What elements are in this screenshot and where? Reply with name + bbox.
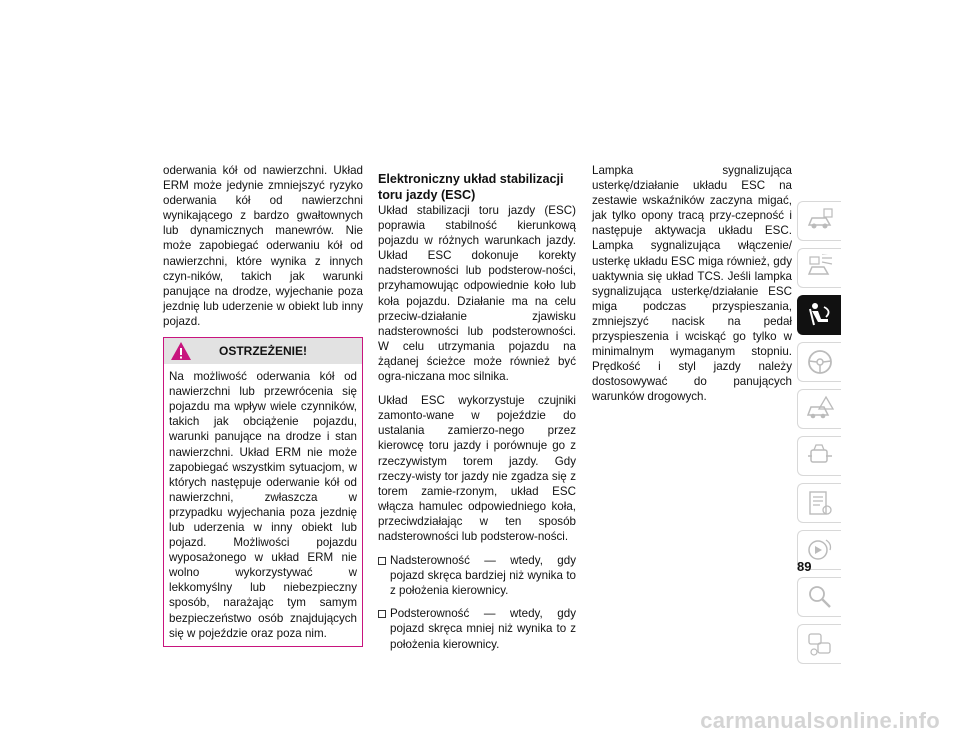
search-index-icon: [806, 583, 834, 611]
tab-chapter-5[interactable]: [797, 389, 841, 429]
section-heading-esc: Elektroniczny układ stabilizacji toru jazdy (ESC): [378, 172, 564, 202]
steering-wheel-icon: [806, 348, 834, 376]
column-middle: [378, 171, 576, 660]
languages-icon: [806, 630, 834, 658]
square-bullet-icon: [378, 610, 386, 618]
watermark: carmanualsonline.info: [700, 708, 940, 733]
bullet-list: [378, 553, 576, 652]
warning-title: OSTRZEŻENIE!: [218, 344, 307, 359]
page-number: 89: [797, 559, 812, 574]
seat-airbag-icon: [806, 301, 834, 329]
tab-chapter-2[interactable]: [797, 248, 841, 288]
warning-body: Na możliwość oderwania kół od nawierzchni lub przewrócenia się pojazdu ma wpływ wiele czynników, takich jak obciążenie pojazdu, warunki panujące na drodze i stan nawierzchni. Układ ERM nie może zapobiegać wszystkim sytuacjom, w których następuje oderwanie kół od nawierzchni, zwłaszcza w przypadku wyjechania poza jezdnię lub uderzenia w inny obiekt lub pojazd. Możliwości pojazdu wyposażonego w układ ERM nie wolno wykorzystywać w lekkomyślny lub niebezpieczny sposób, narażając tym samym bezpieczeństwo osób znajdujących się w pojeździe oraz poza nim.: [169, 370, 357, 640]
warning-header: [164, 338, 362, 364]
car-warning-icon: [806, 395, 834, 421]
car-lights-icon: [806, 254, 834, 280]
list-item: Podsterowność — wtedy, gdy pojazd skręca mniej niż wynika to z położenia kierownicy.: [378, 606, 576, 651]
paragraph-esc-sensors: Układ ESC wykorzystuje czujniki zamonto-wane w pojeździe do ustalania zamierzo-nego przez kierowcę toru jazdy i porównuje go z rzeczywistym torem jazdy. Gdy rzeczy-wisty tor jazdy nie zgadza się z torem zamie-rzonym, układ ESC włącza hamulec odpowiedniego koła, przeciwdziałając w ten sposób nadsterowności lub podsterow-ności.: [378, 394, 576, 543]
warning-box: [163, 337, 363, 647]
tab-chapter-6[interactable]: [797, 436, 841, 476]
tab-chapter-4[interactable]: [797, 342, 841, 382]
car-info-icon: [806, 207, 834, 233]
chapter-tabs: [797, 201, 841, 671]
tab-chapter-7[interactable]: [797, 483, 841, 523]
column-left: [163, 163, 363, 647]
list-item: Nadsterowność — wtedy, gdy pojazd skręca bardziej niż wynika to z położenia kierownicy.: [378, 553, 576, 598]
tab-chapter-3-active[interactable]: [797, 295, 841, 335]
paragraph-esc-lamp: Lampka sygnalizująca usterkę/działanie układu ESC na zestawie wskaźników zaczyna migać, jak tylko opony tracą przy-czepność i następuje aktywacja układu ESC. Lampka sygnalizująca włączenie/ usterkę układu ESC miga również, gdy uaktywnia się układ TCS. Jeśli lampka sygnalizująca usterkę/działanie ESC miga podczas przyspieszania, zmniejszyć nacisk na pedał przyspieszenia i wciskąć go tylko w minimalnym wymaganym stopniu. Prędkość i styl jazdy należy dostosowywać do panujących warunków drogowych.: [592, 164, 792, 404]
tab-chapter-9[interactable]: [797, 577, 841, 617]
car-tools-icon: [806, 442, 834, 468]
paragraph-erm: oderwania kół od nawierzchni. Układ ERM może jedynie zmniejszyć ryzyko oderwania kół od nawierzchni wynikającego z bardzo gwałtownych lub dynamicznych manewrów. Nie może zapobiegać oderwaniu kół od nawierzchni, które wynika z innych czyn-ników, takich jak warunki panujące na drodze, wyjechanie poza jezdnię lub uderzenie w obiekt lub inny pojazd.: [163, 164, 363, 328]
paragraph-esc-intro: Układ stabilizacji toru jazdy (ESC) poprawia stabilność kierunkową pojazdu w różnych warunkach jazdy. Układ ESC dokonuje korekty nadsterowności lub podsterow-ności, przyhamowując odpowiednie koło lub koła pojazdu. Działanie ma na celu przeciw-działanie zjawisku nadsterowności lub podsterowności. W celu utrzymania pojazdu na żądanej ścieżce może również być ogra-niczana moc silnika.: [378, 204, 576, 384]
square-bullet-icon: [378, 557, 386, 565]
column-right: [592, 163, 792, 405]
tab-chapter-10[interactable]: [797, 624, 841, 664]
maintenance-list-icon: [806, 489, 834, 517]
tab-chapter-1[interactable]: [797, 201, 841, 241]
